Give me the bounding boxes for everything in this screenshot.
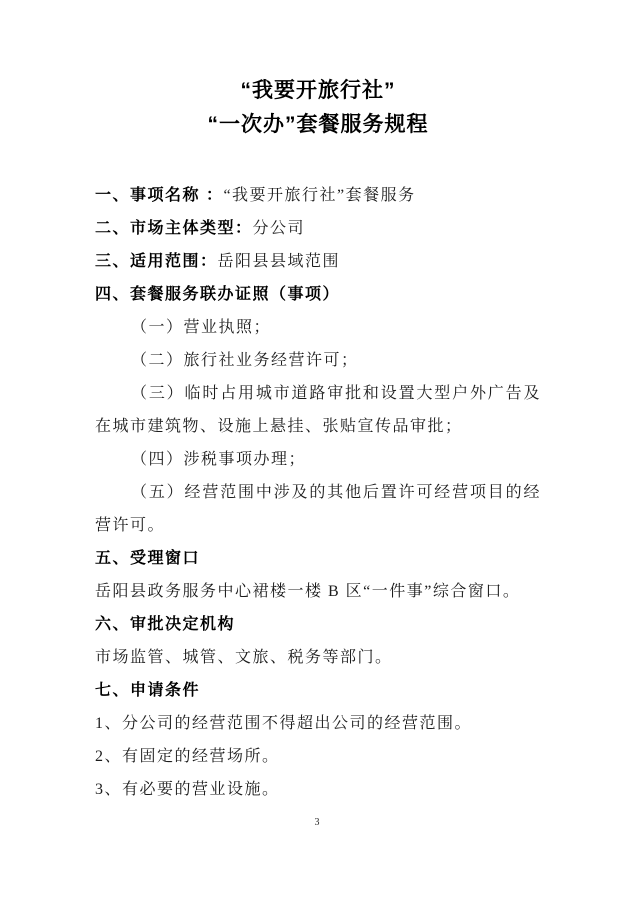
document-content bbox=[95, 74, 541, 806]
title-line-2: “一次办”套餐服务规程 bbox=[207, 113, 429, 136]
item-3-line bbox=[95, 245, 541, 278]
item-1-value: “我要开旅行社”套餐服务 bbox=[223, 187, 416, 204]
item-1-line bbox=[95, 179, 541, 212]
item-4-subitem-5: （五）经营范围中涉及的其他后置许可经营项目的经营许可。 bbox=[95, 484, 541, 534]
item-6-body: 市场监管、城管、文旅、税务等部门。 bbox=[95, 649, 393, 666]
item-2-label: 二、市场主体类型： bbox=[95, 220, 253, 237]
item-5-body: 岳阳县政务服务中心裙楼一楼 B 区“一件事”综合窗口。 bbox=[95, 583, 521, 600]
item-7-condition-3: 3、有必要的营业设施。 bbox=[95, 781, 280, 798]
item-3-value: 岳阳县县域范围 bbox=[217, 253, 341, 270]
item-4-subitem-3: （三）临时占用城市道路审批和设置大型户外广告及在城市建筑物、设施上悬挂、张贴宣传品审批； bbox=[95, 385, 541, 435]
item-5-heading: 五、受理窗口 bbox=[95, 550, 201, 567]
item-4-heading: 四、套餐服务联办证照（事项） bbox=[95, 286, 341, 303]
item-7-condition-1: 1、分公司的经营范围不得超出公司的经营范围。 bbox=[95, 715, 473, 732]
title-line-1: “我要开旅行社” bbox=[240, 79, 396, 102]
item-7-heading: 七、申请条件 bbox=[95, 682, 201, 699]
document-title bbox=[95, 74, 541, 142]
item-4-subitem-1: （一）营业执照； bbox=[131, 319, 272, 336]
item-3-label: 三、适用范围： bbox=[95, 253, 218, 270]
item-6-heading: 六、审批决定机构 bbox=[95, 616, 236, 633]
item-2-value: 分公司 bbox=[252, 220, 306, 237]
item-4-subitem-4: （四）涉税事项办理； bbox=[131, 451, 307, 468]
item-7-condition-2: 2、有固定的经营场所。 bbox=[95, 748, 280, 765]
item-1-label: 一、事项名称 ： bbox=[95, 187, 224, 204]
item-2-line bbox=[95, 212, 541, 245]
page-number: 3 bbox=[314, 817, 320, 828]
item-4-subitem-2: （二）旅行社业务经营许可； bbox=[131, 352, 359, 369]
document-body bbox=[95, 179, 541, 806]
